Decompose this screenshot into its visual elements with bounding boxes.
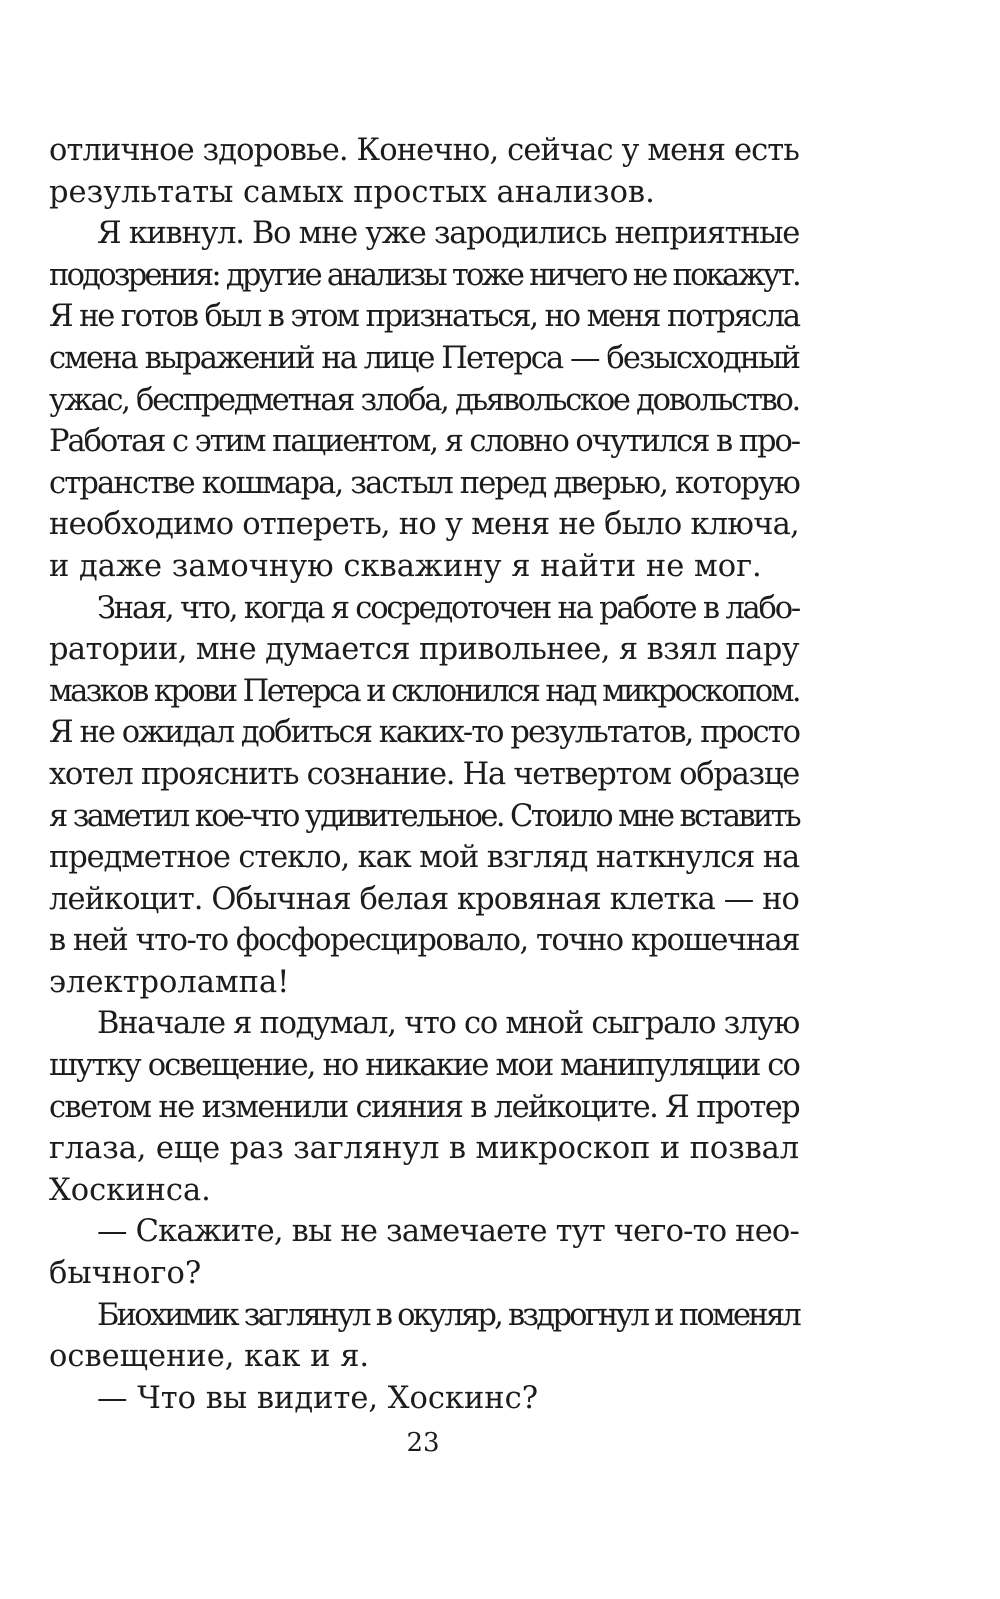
text-line: бычного? — [49, 1256, 202, 1292]
text-line: Биохимик заглянул в окуляр, вздрогнул и поменял — [97, 1297, 799, 1333]
body-text — [49, 130, 799, 1419]
text-line: глаза, еще раз заглянул в микроскоп и позвал — [49, 1131, 799, 1167]
text-line: светом не изменили сияния в лейкоците. Я протер — [49, 1089, 799, 1125]
text-line: Я не готов был в этом признаться, но меня потрясла — [49, 299, 799, 335]
text-line: освещение, как и я. — [49, 1339, 370, 1375]
text-line: предметное стекло, как мой взгляд наткнулся на — [49, 840, 800, 876]
text-line: шутку освещение, но никакие мои манипуляции со — [49, 1048, 799, 1084]
text-line: ратории, мне думается привольнее, я взял пару — [49, 632, 799, 668]
text-line: электролампа! — [49, 964, 290, 1000]
text-line: Хоскинса. — [49, 1172, 211, 1208]
text-line: отличное здоровье. Конечно, сейчас у меня есть — [49, 133, 799, 168]
text-line: Вначале я подумал, что со мной сыграло злую — [97, 1006, 799, 1042]
text-line: лейкоцит. Обычная белая кровяная клетка — но — [49, 881, 799, 917]
text-line: — Что вы видите, Хоскинс? — [97, 1380, 539, 1416]
text-line: странстве кошмара, застыл перед дверью, которую — [49, 465, 799, 501]
text-line: Зная, что, когда я сосредоточен на работе в лабо- — [97, 590, 799, 626]
text-line: подозрения: другие анализы тоже ничего не покажут. — [49, 257, 799, 293]
text-line: ужас, беспредметная злоба, дьявольское довольство. — [49, 382, 799, 418]
text-line: мазков крови Петерса и склонился над микроскопом. — [49, 673, 799, 709]
text-line: необходимо отпереть, но у меня не было ключа, — [49, 507, 799, 543]
text-line: Я не ожидал добиться каких-то результатов, просто — [49, 715, 800, 751]
text-line: и даже замочную скважину я найти не мог. — [49, 548, 762, 584]
text-line: Работая с этим пациентом, я словно очутился в про- — [49, 424, 799, 460]
text-line: Я кивнул. Во мне уже зародились неприятные — [97, 216, 799, 252]
page-number: 23 — [406, 1428, 440, 1458]
text-line: хотел прояснить сознание. На четвертом образце — [49, 756, 799, 792]
text-line: смена выражений на лице Петерса — безысходный — [49, 340, 799, 376]
text-line: в ней что-то фосфоресцировало, точно крошечная — [49, 923, 799, 959]
text-line: — Скажите, вы не замечаете тут чего-то нео- — [97, 1214, 799, 1250]
text-line: я заметил кое-что удивительное. Стоило мне вставить — [49, 798, 799, 834]
text-line: результаты самых простых анализов. — [49, 174, 655, 210]
